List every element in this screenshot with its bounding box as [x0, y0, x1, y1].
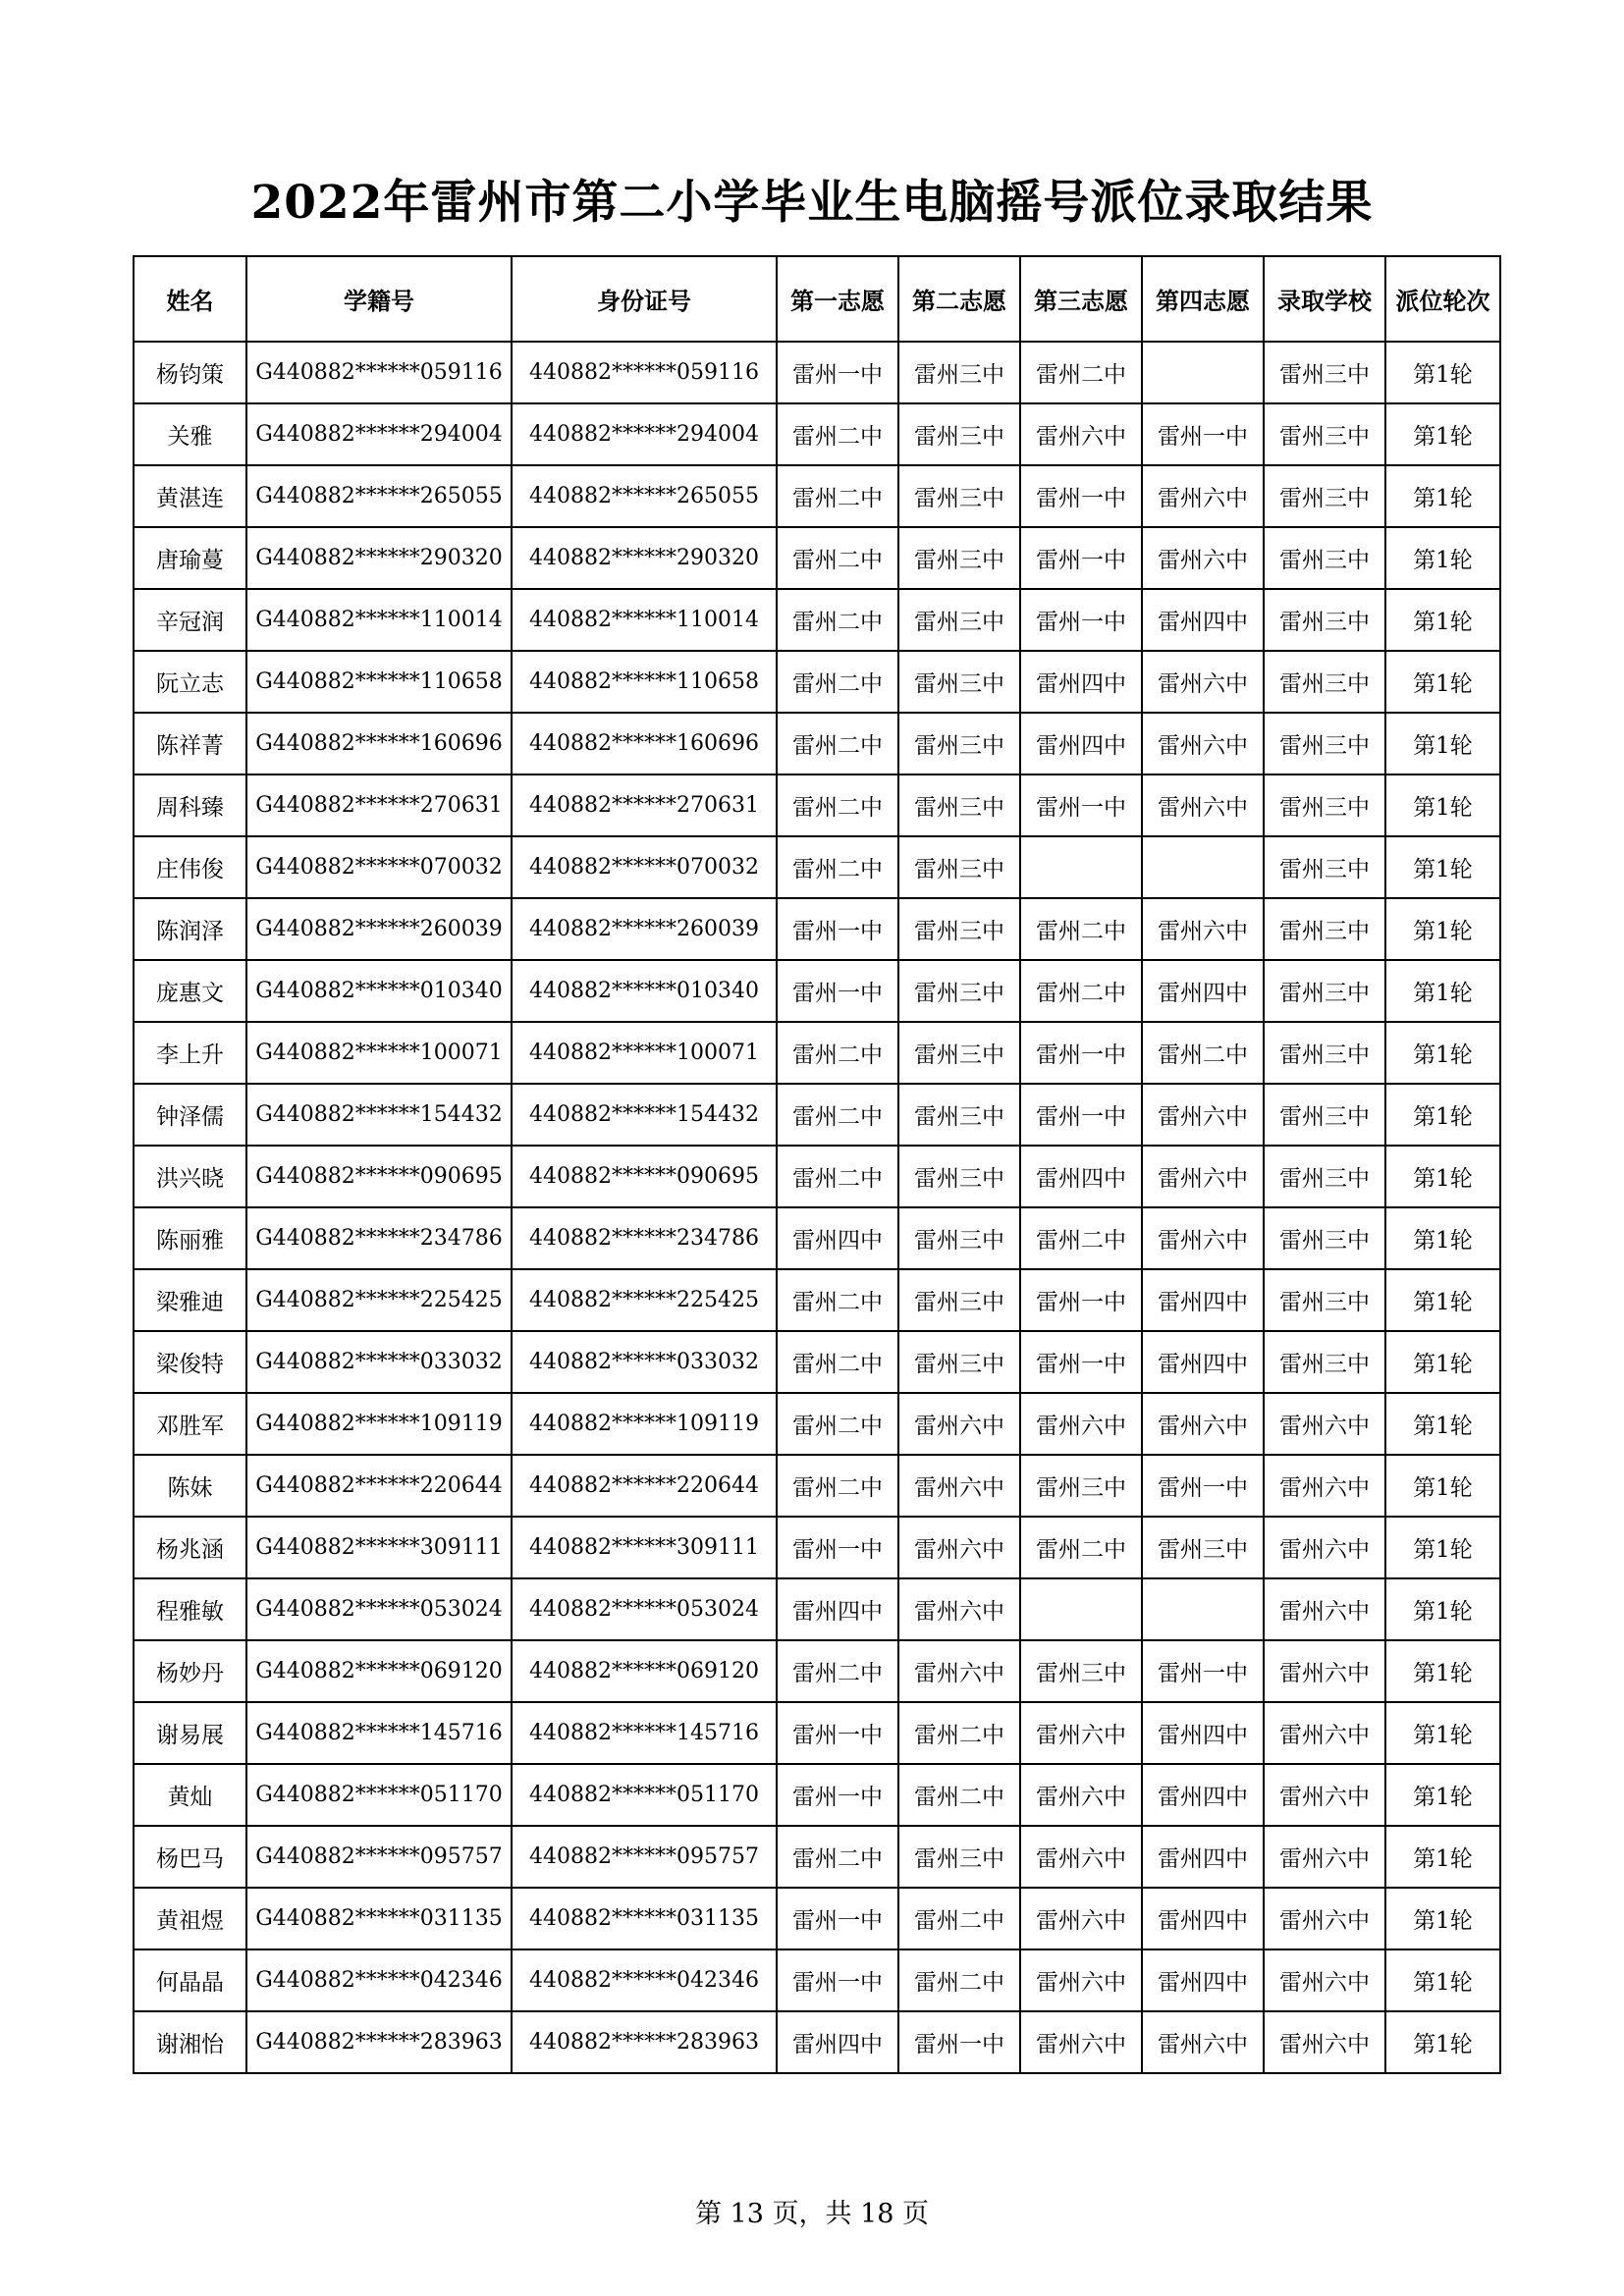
table-row [134, 1084, 1500, 1146]
allocation-round-cell: 第1轮 [1385, 1455, 1500, 1517]
allocation-round-cell: 第1轮 [1385, 589, 1500, 651]
student-id-cell: G440882******265055 [246, 465, 512, 527]
student-id-cell: G440882******160696 [246, 713, 512, 774]
student-name-cell: 梁俊特 [134, 1331, 246, 1393]
table-body [134, 342, 1500, 2073]
student-id-cell: G440882******270631 [246, 774, 512, 836]
choice-3-cell: 雷州一中 [1020, 465, 1142, 527]
allocation-round-cell: 第1轮 [1385, 1331, 1500, 1393]
choice-4-cell: 雷州三中 [1142, 1517, 1264, 1578]
choice-4-cell: 雷州六中 [1142, 774, 1264, 836]
choice-3-cell: 雷州六中 [1020, 1764, 1142, 1826]
id-card-number-cell: 440882******031135 [512, 1888, 777, 1949]
student-name-cell: 谢易展 [134, 1702, 246, 1764]
choice-4-cell [1142, 836, 1264, 898]
choice-3-cell: 雷州四中 [1020, 651, 1142, 713]
choice-1-cell: 雷州二中 [777, 403, 898, 465]
choice-3-cell: 雷州一中 [1020, 1084, 1142, 1146]
id-card-number-cell: 440882******059116 [512, 342, 777, 403]
student-name-cell: 关雅 [134, 403, 246, 465]
id-card-number-cell: 440882******283963 [512, 2011, 777, 2073]
admitted-school-cell: 雷州六中 [1264, 1888, 1385, 1949]
allocation-round-cell: 第1轮 [1385, 898, 1500, 960]
choice-3-cell: 雷州六中 [1020, 2011, 1142, 2073]
student-id-cell: G440882******010340 [246, 960, 512, 1022]
choice-3-cell: 雷州六中 [1020, 403, 1142, 465]
choice-1-cell: 雷州一中 [777, 1517, 898, 1578]
choice-4-cell: 雷州六中 [1142, 898, 1264, 960]
choice-3-cell: 雷州六中 [1020, 1826, 1142, 1888]
choice-1-cell: 雷州二中 [777, 774, 898, 836]
table-row [134, 1331, 1500, 1393]
page-title: 2022年雷州市第二小学毕业生电脑摇号派位录取结果 [250, 176, 1374, 230]
choice-4-cell: 雷州六中 [1142, 1146, 1264, 1207]
table-row [134, 1702, 1500, 1764]
choice-2-cell: 雷州三中 [898, 1826, 1020, 1888]
student-name-cell: 陈丽雅 [134, 1207, 246, 1269]
id-card-number-cell: 440882******225425 [512, 1269, 777, 1331]
id-card-number-cell: 440882******290320 [512, 527, 777, 589]
choice-1-cell: 雷州二中 [777, 465, 898, 527]
id-card-number-cell: 440882******270631 [512, 774, 777, 836]
choice-3-cell: 雷州二中 [1020, 1207, 1142, 1269]
id-card-number-cell: 440882******042346 [512, 1949, 777, 2011]
id-card-number-cell: 440882******033032 [512, 1331, 777, 1393]
choice-2-cell: 雷州三中 [898, 898, 1020, 960]
choice-3-cell: 雷州三中 [1020, 1640, 1142, 1702]
allocation-round-cell: 第1轮 [1385, 1702, 1500, 1764]
choice-1-cell: 雷州一中 [777, 1949, 898, 2011]
allocation-round-cell: 第1轮 [1385, 836, 1500, 898]
id-card-number-cell: 440882******095757 [512, 1826, 777, 1888]
allocation-round-cell: 第1轮 [1385, 465, 1500, 527]
choice-2-cell: 雷州六中 [898, 1393, 1020, 1455]
choice-2-cell: 雷州三中 [898, 1022, 1020, 1084]
choice-1-cell: 雷州二中 [777, 713, 898, 774]
choice-3-cell: 雷州六中 [1020, 1949, 1142, 2011]
choice-4-cell: 雷州六中 [1142, 713, 1264, 774]
student-id-cell: G440882******070032 [246, 836, 512, 898]
admitted-school-cell: 雷州六中 [1264, 1517, 1385, 1578]
table-row [134, 403, 1500, 465]
student-name-cell: 庞惠文 [134, 960, 246, 1022]
allocation-round-cell: 第1轮 [1385, 342, 1500, 403]
allocation-round-cell: 第1轮 [1385, 1949, 1500, 2011]
id-card-number-cell: 440882******051170 [512, 1764, 777, 1826]
choice-2-cell: 雷州三中 [898, 1269, 1020, 1331]
choice-4-cell: 雷州六中 [1142, 1393, 1264, 1455]
student-name-cell: 陈妹 [134, 1455, 246, 1517]
choice-4-cell: 雷州六中 [1142, 465, 1264, 527]
choice-1-cell: 雷州二中 [777, 1393, 898, 1455]
choice-3-cell: 雷州二中 [1020, 960, 1142, 1022]
admitted-school-cell: 雷州三中 [1264, 836, 1385, 898]
header-admitted-school: 录取学校 [1264, 256, 1385, 342]
admitted-school-cell: 雷州三中 [1264, 1146, 1385, 1207]
id-card-number-cell: 440882******053024 [512, 1578, 777, 1640]
student-name-cell: 杨钧策 [134, 342, 246, 403]
choice-2-cell: 雷州三中 [898, 342, 1020, 403]
student-id-cell: G440882******154432 [246, 1084, 512, 1146]
allocation-round-cell: 第1轮 [1385, 1146, 1500, 1207]
admitted-school-cell: 雷州三中 [1264, 342, 1385, 403]
allocation-round-cell: 第1轮 [1385, 2011, 1500, 2073]
student-name-cell: 何晶晶 [134, 1949, 246, 2011]
allocation-round-cell: 第1轮 [1385, 1269, 1500, 1331]
table-row [134, 1578, 1500, 1640]
student-name-cell: 钟泽儒 [134, 1084, 246, 1146]
allocation-round-cell: 第1轮 [1385, 1207, 1500, 1269]
student-name-cell: 陈润泽 [134, 898, 246, 960]
id-card-number-cell: 440882******070032 [512, 836, 777, 898]
student-name-cell: 辛冠润 [134, 589, 246, 651]
admitted-school-cell: 雷州六中 [1264, 2011, 1385, 2073]
student-id-cell: G440882******100071 [246, 1022, 512, 1084]
table-row [134, 589, 1500, 651]
choice-4-cell: 雷州四中 [1142, 960, 1264, 1022]
choice-3-cell: 雷州二中 [1020, 1517, 1142, 1578]
allocation-round-cell: 第1轮 [1385, 1084, 1500, 1146]
table-row [134, 465, 1500, 527]
table-row [134, 1393, 1500, 1455]
choice-4-cell: 雷州六中 [1142, 527, 1264, 589]
choice-4-cell: 雷州四中 [1142, 1764, 1264, 1826]
admitted-school-cell: 雷州六中 [1264, 1949, 1385, 2011]
admitted-school-cell: 雷州三中 [1264, 713, 1385, 774]
table-row [134, 2011, 1500, 2073]
choice-2-cell: 雷州三中 [898, 403, 1020, 465]
header-student-id: 学籍号 [246, 256, 512, 342]
table-row [134, 1826, 1500, 1888]
choice-2-cell: 雷州三中 [898, 960, 1020, 1022]
admitted-school-cell: 雷州六中 [1264, 1578, 1385, 1640]
choice-4-cell: 雷州六中 [1142, 1207, 1264, 1269]
allocation-round-cell: 第1轮 [1385, 960, 1500, 1022]
choice-3-cell [1020, 836, 1142, 898]
admitted-school-cell: 雷州六中 [1264, 1455, 1385, 1517]
allocation-round-cell: 第1轮 [1385, 651, 1500, 713]
id-card-number-cell: 440882******069120 [512, 1640, 777, 1702]
allocation-round-cell: 第1轮 [1385, 1888, 1500, 1949]
id-card-number-cell: 440882******234786 [512, 1207, 777, 1269]
table-row [134, 1455, 1500, 1517]
admitted-school-cell: 雷州三中 [1264, 589, 1385, 651]
allocation-round-cell: 第1轮 [1385, 1640, 1500, 1702]
admitted-school-cell: 雷州三中 [1264, 403, 1385, 465]
student-name-cell: 梁雅迪 [134, 1269, 246, 1331]
student-name-cell: 陈祥菁 [134, 713, 246, 774]
choice-1-cell: 雷州二中 [777, 1022, 898, 1084]
table-row [134, 1269, 1500, 1331]
choice-1-cell: 雷州二中 [777, 836, 898, 898]
student-id-cell: G440882******090695 [246, 1146, 512, 1207]
choice-2-cell: 雷州三中 [898, 527, 1020, 589]
admitted-school-cell: 雷州三中 [1264, 1207, 1385, 1269]
admitted-school-cell: 雷州三中 [1264, 960, 1385, 1022]
choice-1-cell: 雷州一中 [777, 342, 898, 403]
student-name-cell: 洪兴晓 [134, 1146, 246, 1207]
allocation-round-cell: 第1轮 [1385, 1578, 1500, 1640]
table-header-row [134, 256, 1500, 342]
table-row [134, 1888, 1500, 1949]
student-id-cell: G440882******095757 [246, 1826, 512, 1888]
choice-1-cell: 雷州二中 [777, 1826, 898, 1888]
choice-1-cell: 雷州一中 [777, 1888, 898, 1949]
student-name-cell: 李上升 [134, 1022, 246, 1084]
admitted-school-cell: 雷州三中 [1264, 1022, 1385, 1084]
header-round: 派位轮次 [1385, 256, 1500, 342]
id-card-number-cell: 440882******309111 [512, 1517, 777, 1578]
choice-2-cell: 雷州二中 [898, 1702, 1020, 1764]
student-name-cell: 周科臻 [134, 774, 246, 836]
table-row [134, 713, 1500, 774]
choice-3-cell: 雷州六中 [1020, 1393, 1142, 1455]
choice-1-cell: 雷州一中 [777, 1702, 898, 1764]
allocation-round-cell: 第1轮 [1385, 1517, 1500, 1578]
admitted-school-cell: 雷州六中 [1264, 1764, 1385, 1826]
choice-3-cell: 雷州一中 [1020, 1331, 1142, 1393]
table-row [134, 1517, 1500, 1578]
page-number: 第 13 页，共 18 页 [694, 2199, 930, 2229]
choice-3-cell: 雷州六中 [1020, 1888, 1142, 1949]
choice-4-cell: 雷州四中 [1142, 1702, 1264, 1764]
choice-2-cell: 雷州六中 [898, 1455, 1020, 1517]
student-id-cell: G440882******290320 [246, 527, 512, 589]
choice-4-cell: 雷州四中 [1142, 1888, 1264, 1949]
header-id-card: 身份证号 [512, 256, 777, 342]
table-row [134, 774, 1500, 836]
allocation-round-cell: 第1轮 [1385, 1826, 1500, 1888]
admitted-school-cell: 雷州三中 [1264, 1269, 1385, 1331]
student-name-cell: 阮立志 [134, 651, 246, 713]
choice-2-cell: 雷州三中 [898, 589, 1020, 651]
admitted-school-cell: 雷州三中 [1264, 1331, 1385, 1393]
student-name-cell: 黄灿 [134, 1764, 246, 1826]
choice-3-cell: 雷州一中 [1020, 527, 1142, 589]
choice-4-cell: 雷州六中 [1142, 2011, 1264, 2073]
table-row [134, 527, 1500, 589]
student-id-cell: G440882******225425 [246, 1269, 512, 1331]
table-row [134, 1949, 1500, 2011]
allocation-round-cell: 第1轮 [1385, 1764, 1500, 1826]
choice-3-cell: 雷州一中 [1020, 1022, 1142, 1084]
student-name-cell: 庄伟俊 [134, 836, 246, 898]
admitted-school-cell: 雷州六中 [1264, 1826, 1385, 1888]
student-name-cell: 程雅敏 [134, 1578, 246, 1640]
id-card-number-cell: 440882******110658 [512, 651, 777, 713]
choice-1-cell: 雷州二中 [777, 1455, 898, 1517]
student-id-cell: G440882******031135 [246, 1888, 512, 1949]
student-id-cell: G440882******051170 [246, 1764, 512, 1826]
id-card-number-cell: 440882******100071 [512, 1022, 777, 1084]
table-row [134, 1207, 1500, 1269]
student-id-cell: G440882******110014 [246, 589, 512, 651]
table-row [134, 1640, 1500, 1702]
choice-1-cell: 雷州二中 [777, 1084, 898, 1146]
admitted-school-cell: 雷州三中 [1264, 465, 1385, 527]
header-choice-1: 第一志愿 [777, 256, 898, 342]
choice-1-cell: 雷州四中 [777, 2011, 898, 2073]
student-name-cell: 杨巴马 [134, 1826, 246, 1888]
admitted-school-cell: 雷州三中 [1264, 651, 1385, 713]
student-id-cell: G440882******283963 [246, 2011, 512, 2073]
choice-1-cell: 雷州四中 [777, 1578, 898, 1640]
choice-3-cell: 雷州二中 [1020, 342, 1142, 403]
choice-2-cell: 雷州三中 [898, 1331, 1020, 1393]
student-id-cell: G440882******110658 [246, 651, 512, 713]
choice-4-cell: 雷州四中 [1142, 589, 1264, 651]
student-id-cell: G440882******069120 [246, 1640, 512, 1702]
choice-3-cell: 雷州四中 [1020, 713, 1142, 774]
admission-results-table [133, 255, 1501, 2074]
id-card-number-cell: 440882******145716 [512, 1702, 777, 1764]
student-name-cell: 黄湛连 [134, 465, 246, 527]
student-name-cell: 杨妙丹 [134, 1640, 246, 1702]
choice-2-cell: 雷州三中 [898, 465, 1020, 527]
choice-2-cell: 雷州六中 [898, 1517, 1020, 1578]
choice-1-cell: 雷州二中 [777, 589, 898, 651]
choice-2-cell: 雷州六中 [898, 1578, 1020, 1640]
choice-3-cell: 雷州三中 [1020, 1455, 1142, 1517]
student-name-cell: 黄祖煜 [134, 1888, 246, 1949]
admitted-school-cell: 雷州三中 [1264, 774, 1385, 836]
choice-4-cell: 雷州四中 [1142, 1826, 1264, 1888]
choice-2-cell: 雷州三中 [898, 836, 1020, 898]
choice-4-cell: 雷州四中 [1142, 1269, 1264, 1331]
choice-2-cell: 雷州二中 [898, 1764, 1020, 1826]
choice-1-cell: 雷州二中 [777, 1146, 898, 1207]
choice-1-cell: 雷州一中 [777, 960, 898, 1022]
choice-1-cell: 雷州二中 [777, 527, 898, 589]
id-card-number-cell: 440882******160696 [512, 713, 777, 774]
student-id-cell: G440882******042346 [246, 1949, 512, 2011]
student-name-cell: 唐瑜蔓 [134, 527, 246, 589]
student-id-cell: G440882******309111 [246, 1517, 512, 1578]
header-choice-3: 第三志愿 [1020, 256, 1142, 342]
choice-4-cell [1142, 342, 1264, 403]
choice-2-cell: 雷州三中 [898, 1084, 1020, 1146]
choice-4-cell: 雷州四中 [1142, 1949, 1264, 2011]
id-card-number-cell: 440882******110014 [512, 589, 777, 651]
table-row [134, 651, 1500, 713]
header-choice-4: 第四志愿 [1142, 256, 1264, 342]
student-id-cell: G440882******033032 [246, 1331, 512, 1393]
student-name-cell: 谢湘怡 [134, 2011, 246, 2073]
choice-1-cell: 雷州一中 [777, 898, 898, 960]
choice-2-cell: 雷州三中 [898, 713, 1020, 774]
student-id-cell: G440882******294004 [246, 403, 512, 465]
choice-3-cell: 雷州二中 [1020, 898, 1142, 960]
admitted-school-cell: 雷州三中 [1264, 527, 1385, 589]
choice-4-cell: 雷州一中 [1142, 1640, 1264, 1702]
student-id-cell: G440882******109119 [246, 1393, 512, 1455]
table-row [134, 1146, 1500, 1207]
choice-3-cell: 雷州六中 [1020, 1702, 1142, 1764]
choice-2-cell: 雷州三中 [898, 774, 1020, 836]
header-choice-2: 第二志愿 [898, 256, 1020, 342]
choice-2-cell: 雷州一中 [898, 2011, 1020, 2073]
table-row [134, 898, 1500, 960]
allocation-round-cell: 第1轮 [1385, 527, 1500, 589]
id-card-number-cell: 440882******294004 [512, 403, 777, 465]
allocation-round-cell: 第1轮 [1385, 774, 1500, 836]
choice-1-cell: 雷州一中 [777, 1764, 898, 1826]
choice-3-cell: 雷州一中 [1020, 589, 1142, 651]
student-id-cell: G440882******260039 [246, 898, 512, 960]
choice-3-cell [1020, 1578, 1142, 1640]
choice-2-cell: 雷州三中 [898, 1207, 1020, 1269]
choice-2-cell: 雷州六中 [898, 1640, 1020, 1702]
choice-1-cell: 雷州二中 [777, 1331, 898, 1393]
allocation-round-cell: 第1轮 [1385, 403, 1500, 465]
id-card-number-cell: 440882******220644 [512, 1455, 777, 1517]
student-id-cell: G440882******220644 [246, 1455, 512, 1517]
choice-4-cell: 雷州二中 [1142, 1022, 1264, 1084]
admitted-school-cell: 雷州六中 [1264, 1640, 1385, 1702]
header-name: 姓名 [134, 256, 246, 342]
choice-1-cell: 雷州二中 [777, 1269, 898, 1331]
table-row [134, 1764, 1500, 1826]
table-row [134, 836, 1500, 898]
student-name-cell: 杨兆涵 [134, 1517, 246, 1578]
id-card-number-cell: 440882******260039 [512, 898, 777, 960]
allocation-round-cell: 第1轮 [1385, 1022, 1500, 1084]
choice-3-cell: 雷州四中 [1020, 1146, 1142, 1207]
student-id-cell: G440882******234786 [246, 1207, 512, 1269]
admitted-school-cell: 雷州六中 [1264, 1393, 1385, 1455]
admitted-school-cell: 雷州六中 [1264, 1702, 1385, 1764]
choice-2-cell: 雷州三中 [898, 651, 1020, 713]
id-card-number-cell: 440882******010340 [512, 960, 777, 1022]
choice-4-cell: 雷州一中 [1142, 1455, 1264, 1517]
id-card-number-cell: 440882******265055 [512, 465, 777, 527]
id-card-number-cell: 440882******154432 [512, 1084, 777, 1146]
id-card-number-cell: 440882******109119 [512, 1393, 777, 1455]
admitted-school-cell: 雷州三中 [1264, 898, 1385, 960]
student-name-cell: 邓胜军 [134, 1393, 246, 1455]
allocation-round-cell: 第1轮 [1385, 1393, 1500, 1455]
table-row [134, 960, 1500, 1022]
choice-2-cell: 雷州二中 [898, 1888, 1020, 1949]
table-row [134, 342, 1500, 403]
choice-4-cell: 雷州六中 [1142, 651, 1264, 713]
allocation-round-cell: 第1轮 [1385, 713, 1500, 774]
choice-1-cell: 雷州二中 [777, 1640, 898, 1702]
table-row [134, 1022, 1500, 1084]
id-card-number-cell: 440882******090695 [512, 1146, 777, 1207]
choice-2-cell: 雷州三中 [898, 1146, 1020, 1207]
choice-4-cell: 雷州一中 [1142, 403, 1264, 465]
choice-2-cell: 雷州二中 [898, 1949, 1020, 2011]
choice-4-cell: 雷州四中 [1142, 1331, 1264, 1393]
choice-3-cell: 雷州一中 [1020, 1269, 1142, 1331]
student-id-cell: G440882******145716 [246, 1702, 512, 1764]
choice-3-cell: 雷州一中 [1020, 774, 1142, 836]
student-id-cell: G440882******053024 [246, 1578, 512, 1640]
choice-4-cell: 雷州六中 [1142, 1084, 1264, 1146]
choice-4-cell [1142, 1578, 1264, 1640]
choice-1-cell: 雷州四中 [777, 1207, 898, 1269]
choice-1-cell: 雷州二中 [777, 651, 898, 713]
student-id-cell: G440882******059116 [246, 342, 512, 403]
admitted-school-cell: 雷州三中 [1264, 1084, 1385, 1146]
